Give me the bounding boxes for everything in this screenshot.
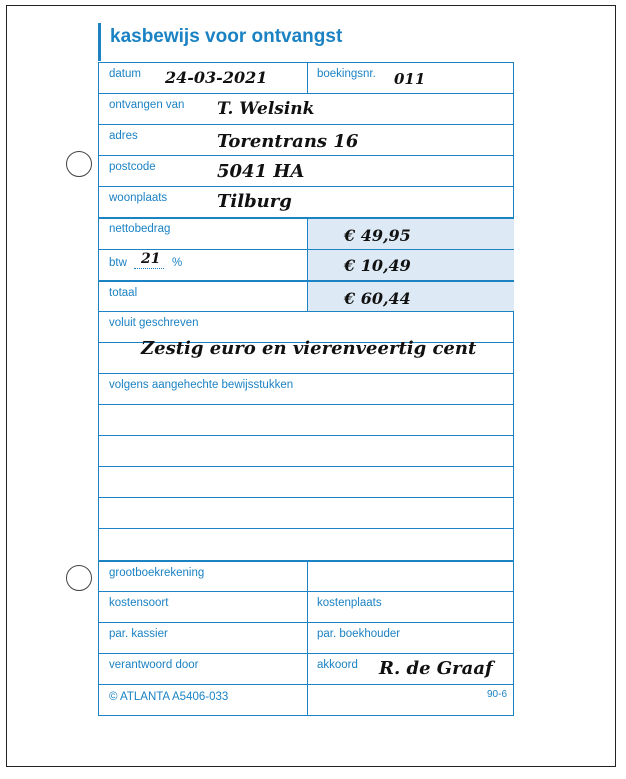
totaal-label: totaal [109,287,138,299]
btw-value: € 10,49 [344,256,411,275]
row-voluit-value [98,338,514,373]
boekhouder-label: par. boekhouder [317,628,401,640]
ontvangen-value: T. Welsink [217,99,315,119]
row-divider [307,623,308,653]
form-title: kasbewijs voor ontvangst [110,26,343,47]
row-divider [307,685,308,716]
btw-pct-sign: % [172,257,183,269]
kassier-label: par. kassier [109,628,168,640]
row-totaal [98,280,514,311]
voluit-value: Zestig euro en vierenveertig cent [141,338,477,359]
btw-pct-dotted-line [134,268,164,269]
row-divider [307,562,308,591]
akkoord-label: akkoord [317,659,358,671]
row-divider [307,219,308,249]
boekingsnr-label: boekingsnr. [317,68,376,80]
row-datum [98,62,514,93]
row-btw [98,249,514,280]
row-nettobedrag [98,217,514,249]
row-akkoord [98,653,514,684]
nettobedrag-value: € 49,95 [344,226,411,245]
punch-hole-top [66,151,92,177]
woonplaats-label: woonplaats [109,192,168,204]
row-paraaf [98,622,514,653]
postcode-value: 5041 HA [217,161,305,182]
kostenplaats-label: kostenplaats [317,597,382,609]
akkoord-signature: R. de Graaf [379,658,493,679]
btw-pct-value: 21 [141,251,161,267]
row-divider [307,282,308,311]
grootboek-label: grootboekrekening [109,567,205,579]
boekingsnr-value: 011 [394,70,426,88]
row-adres [98,124,514,155]
row-postcode [98,155,514,186]
row-blank-1 [98,404,514,435]
woonplaats-value: Tilburg [217,191,292,212]
row-bewijsstukken-label [98,373,514,404]
btw-label: btw [109,257,127,269]
row-divider [307,592,308,622]
ontvangen-label: ontvangen van [109,99,185,111]
row-kosten [98,591,514,622]
receipt-form [98,23,516,717]
row-blank-2 [98,435,514,466]
row-footer [98,684,514,716]
row-divider [307,654,308,684]
nettobedrag-label: nettobedrag [109,223,171,235]
row-divider [307,250,308,280]
voluit-label: voluit geschreven [109,317,199,329]
row-blank-3 [98,466,514,497]
form-code: 90-6 [486,689,507,700]
row-woonplaats [98,186,514,217]
verantwoord-label: verantwoord door [109,659,199,671]
adres-value: Torentrans 16 [217,131,359,152]
row-blank-4 [98,497,514,528]
adres-label: adres [109,130,138,142]
row-ontvangen [98,93,514,124]
copyright-text: © ATLANTA A5406-033 [109,691,229,703]
bewijsstukken-label: volgens aangehechte bewijsstukken [109,379,294,391]
datum-value: 24-03-2021 [165,68,268,87]
datum-label: datum [109,68,141,80]
title-accent-bar [98,23,101,61]
row-divider [307,63,308,93]
row-grootboek [98,560,514,591]
kostensoort-label: kostensoort [109,597,169,609]
punch-hole-bottom [66,565,92,591]
form-bottom-border [98,715,514,716]
postcode-label: postcode [109,161,156,173]
totaal-value: € 60,44 [344,289,411,308]
row-blank-5 [98,528,514,560]
